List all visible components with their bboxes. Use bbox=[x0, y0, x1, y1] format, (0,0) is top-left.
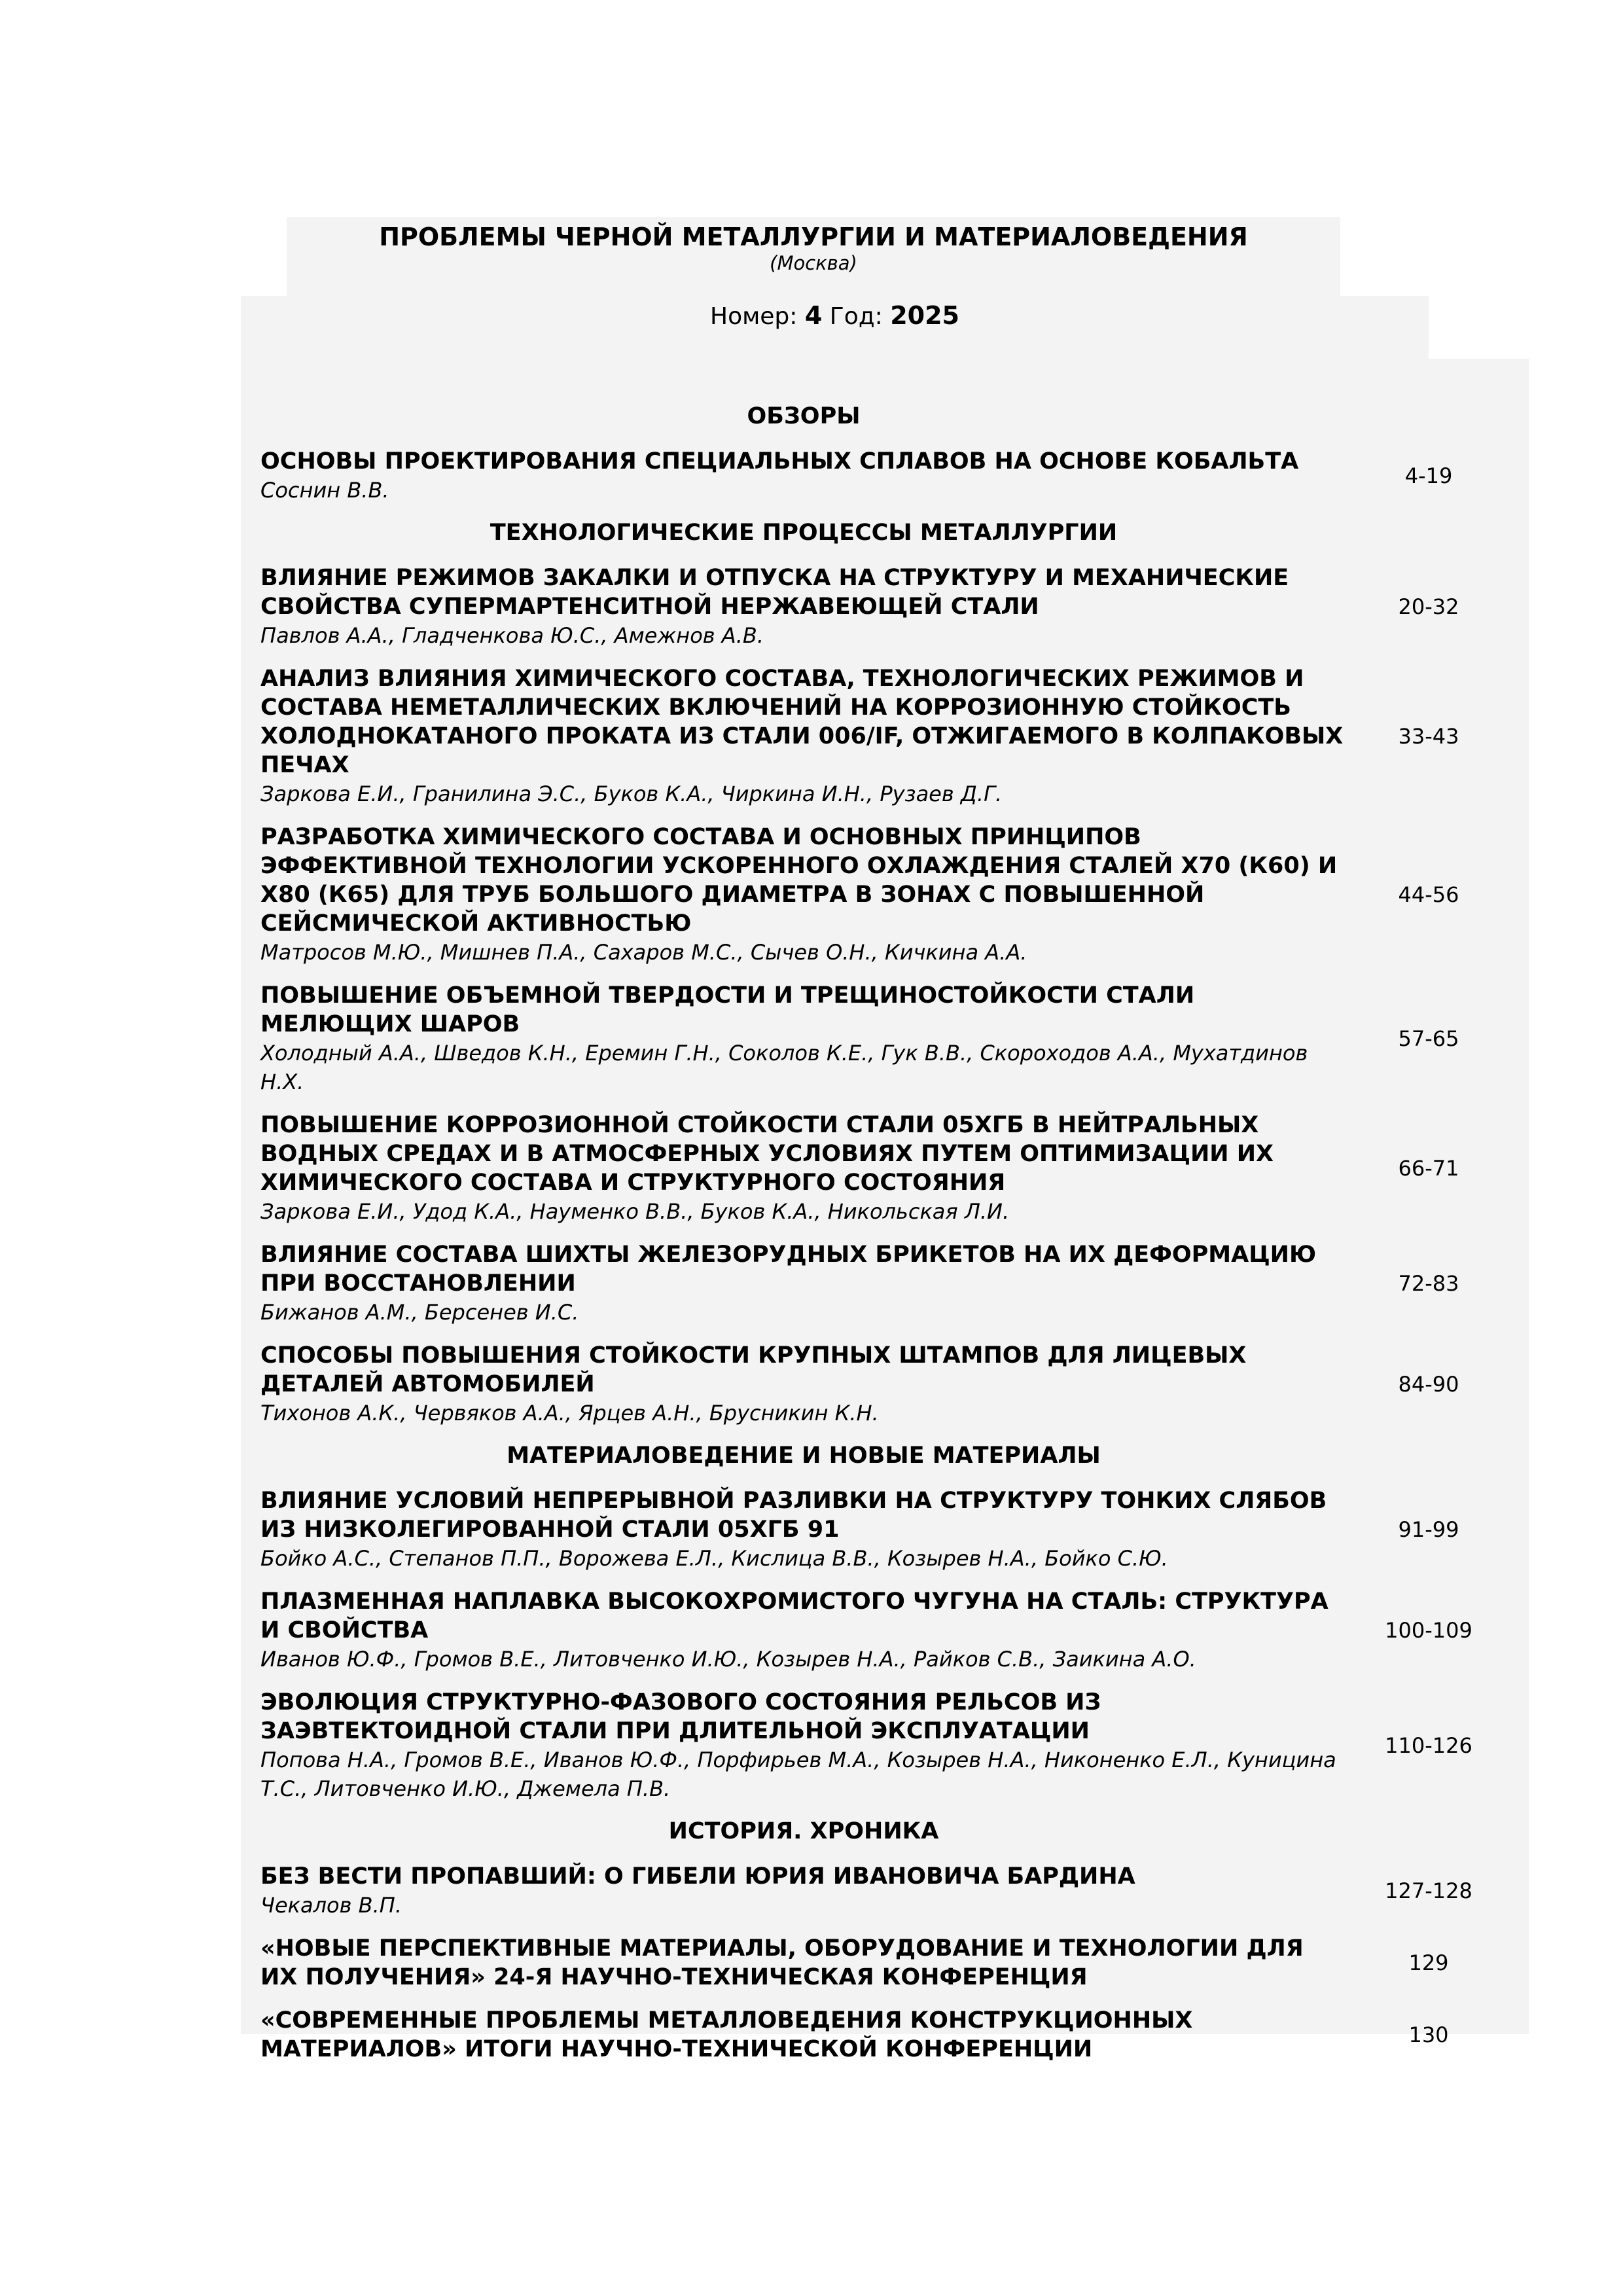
article-pages: 129 bbox=[1408, 1950, 1449, 1975]
section-title: ТЕХНОЛОГИЧЕСКИЕ ПРОЦЕССЫ МЕТАЛЛУРГИИ bbox=[490, 520, 1118, 546]
article-authors: Холодный А.А., Шведов К.Н., Еремин Г.Н., Соколов К.Е., Гук В.В., Скороходов А.А., Мухатдинов Н.Х. bbox=[260, 1041, 1308, 1094]
article-pages: 66-71 bbox=[1398, 1156, 1459, 1181]
article-authors: Матросов М.Ю., Мишнев П.А., Сахаров М.С., Сычев О.Н., Кичкина А.А. bbox=[260, 940, 1027, 965]
article-authors: Бойко А.С., Степанов П.П., Ворожева Е.Л., Кислица В.В., Козырев Н.А., Бойко С.Ю. bbox=[260, 1546, 1168, 1571]
article-entry bbox=[260, 1587, 1510, 1674]
article-pages: 127-128 bbox=[1385, 1878, 1472, 1903]
article-entry bbox=[260, 1111, 1510, 1226]
article-info bbox=[260, 1111, 1347, 1226]
issue-number: 4 bbox=[804, 301, 823, 330]
article-title[interactable]: ПОВЫШЕНИЕ КОРРОЗИОННОЙ СТОЙКОСТИ СТАЛИ 05ХГБ В НЕЙТРАЛЬНЫХ ВОДНЫХ СРЕДАХ И В АТМОСФЕРНЫХ УСЛОВИЯХ ПУТЕМ ОПТИМИЗАЦИИ ИХ ХИМИЧЕСКОГО СОСТАВА И СТРУКТУРНОГО СОСТОЯНИЯ bbox=[260, 1112, 1274, 1196]
article-authors: Заркова Е.И., Удод К.А., Науменко В.В., Буков К.А., Никольская Л.И. bbox=[260, 1199, 1010, 1224]
article-info bbox=[260, 981, 1347, 1096]
article-info bbox=[260, 447, 1347, 505]
issue-line bbox=[241, 301, 1429, 331]
article-title[interactable]: «НОВЫЕ ПЕРСПЕКТИВНЫЕ МАТЕРИАЛЫ, ОБОРУДОВАНИЕ И ТЕХНОЛОГИИ ДЛЯ ИХ ПОЛУЧЕНИЯ» 24-Я НАУЧНО-ТЕХНИЧЕСКАЯ КОНФЕРЕНЦИЯ bbox=[260, 1935, 1304, 1990]
article-entry bbox=[260, 1688, 1510, 1803]
article-title[interactable]: ВЛИЯНИЕ СОСТАВА ШИХТЫ ЖЕЛЕЗОРУДНЫХ БРИКЕТОВ НА ИХ ДЕФОРМАЦИЮ ПРИ ВОССТАНОВЛЕНИИ bbox=[260, 1242, 1317, 1297]
article-authors: Тихонов А.К., Червяков А.А., Ярцев А.Н., Брусникин К.Н. bbox=[260, 1401, 879, 1426]
article-info bbox=[260, 1341, 1347, 1427]
article-title[interactable]: АНАЛИЗ ВЛИЯНИЯ ХИМИЧЕСКОГО СОСТАВА, ТЕХНОЛОГИЧЕСКИХ РЕЖИМОВ И СОСТАВА НЕМЕТАЛЛИЧЕСКИХ ВКЛЮЧЕНИЙ НА КОРРОЗИОННУЮ СТОЙКОСТЬ ХОЛОДНОКАТАНОГО ПРОКАТА ИЗ СТАЛИ 006/IF, ОТЖИГАЕМОГО В КОЛПАКОВЫХ ПЕЧАХ bbox=[260, 666, 1344, 778]
article-title[interactable]: ПЛАЗМЕННАЯ НАПЛАВКА ВЫСОКОХРОМИСТОГО ЧУГУНА НА СТАЛЬ: СТРУКТУРА И СВОЙСТВА bbox=[260, 1588, 1329, 1643]
issue-year: 2025 bbox=[890, 301, 959, 330]
article-pages: 130 bbox=[1408, 2022, 1449, 2047]
article-title[interactable]: СПОСОБЫ ПОВЫШЕНИЯ СТОЙКОСТИ КРУПНЫХ ШТАМПОВ ДЛЯ ЛИЦЕВЫХ ДЕТАЛЕЙ АВТОМОБИЛЕЙ bbox=[260, 1342, 1247, 1397]
article-pages: 91-99 bbox=[1398, 1517, 1459, 1542]
article-entry bbox=[260, 1240, 1510, 1327]
article-info bbox=[260, 1587, 1347, 1674]
article-authors: Попова Н.А., Громов В.Е., Иванов Ю.Ф., Порфирьев М.А., Козырев Н.А., Никоненко Е.Л., Куницина Т.С., Литовченко И.Ю., Джемела П.В. bbox=[260, 1748, 1336, 1801]
article-pages: 100-109 bbox=[1385, 1618, 1472, 1643]
article-entry bbox=[260, 981, 1510, 1096]
article-info bbox=[260, 1240, 1347, 1327]
article-title[interactable]: ОСНОВЫ ПРОЕКТИРОВАНИЯ СПЕЦИАЛЬНЫХ СПЛАВОВ НА ОСНОВЕ КОБАЛЬТА bbox=[260, 448, 1299, 475]
article-info bbox=[260, 1486, 1347, 1573]
article-title[interactable]: «СОВРЕМЕННЫЕ ПРОБЛЕМЫ МЕТАЛЛОВЕДЕНИЯ КОНСТРУКЦИОННЫХ МАТЕРИАЛОВ» ИТОГИ НАУЧНО-ТЕХНИЧЕСКОЙ КОНФЕРЕНЦИИ bbox=[260, 2007, 1193, 2062]
article-info bbox=[260, 2006, 1347, 2064]
issue-label: Номер: bbox=[710, 303, 798, 330]
article-title[interactable]: ЭВОЛЮЦИЯ СТРУКТУРНО-ФАЗОВОГО СОСТОЯНИЯ РЕЛЬСОВ ИЗ ЗАЭВТЕКТОИДНОЙ СТАЛИ ПРИ ДЛИТЕЛЬНОЙ ЭКСПЛУАТАЦИИ bbox=[260, 1689, 1101, 1744]
article-title[interactable]: БЕЗ ВЕСТИ ПРОПАВШИЙ: О ГИБЕЛИ ЮРИЯ ИВАНОВИЧА БАРДИНА bbox=[260, 1863, 1135, 1890]
article-title[interactable]: РАЗРАБОТКА ХИМИЧЕСКОГО СОСТАВА И ОСНОВНЫХ ПРИНЦИПОВ ЭФФЕКТИВНОЙ ТЕХНОЛОГИИ УСКОРЕННОГО ОХЛАЖДЕНИЯ СТАЛЕЙ Х70 (К60) И Х80 (К65) ДЛЯ ТРУБ БОЛЬШОГО ДИАМЕТРА В ЗОНАХ С ПОВЫШЕННОЙ СЕЙСМИЧЕСКОЙ АКТИВНОСТЬЮ bbox=[260, 824, 1338, 937]
article-info bbox=[260, 1934, 1347, 1992]
article-entry bbox=[260, 1862, 1510, 1920]
article-entry bbox=[260, 823, 1510, 967]
article-info bbox=[260, 564, 1347, 650]
article-title[interactable]: ПОВЫШЕНИЕ ОБЪЕМНОЙ ТВЕРДОСТИ И ТРЕЩИНОСТОЙКОСТИ СТАЛИ МЕЛЮЩИХ ШАРОВ bbox=[260, 982, 1195, 1037]
article-pages: 110-126 bbox=[1385, 1733, 1472, 1758]
article-pages: 72-83 bbox=[1398, 1271, 1459, 1296]
article-entry bbox=[260, 664, 1510, 808]
article-entry bbox=[260, 2006, 1510, 2064]
article-pages: 84-90 bbox=[1398, 1372, 1459, 1397]
article-info bbox=[260, 1688, 1347, 1803]
article-entry bbox=[260, 1934, 1510, 1992]
article-info bbox=[260, 1862, 1347, 1920]
article-authors: Соснин В.В. bbox=[260, 478, 389, 503]
section-title: ИСТОРИЯ. ХРОНИКА bbox=[668, 1818, 939, 1844]
article-entry bbox=[260, 447, 1510, 505]
journal-title: ПРОБЛЕМЫ ЧЕРНОЙ МЕТАЛЛУРГИИ И МАТЕРИАЛОВЕДЕНИЯ bbox=[379, 223, 1248, 251]
article-entry bbox=[260, 1341, 1510, 1427]
article-pages: 4-19 bbox=[1404, 463, 1453, 488]
article-authors: Бижанов А.М., Берсенев И.С. bbox=[260, 1300, 579, 1325]
article-info bbox=[260, 664, 1347, 808]
article-entry bbox=[260, 564, 1510, 650]
article-pages: 20-32 bbox=[1398, 594, 1459, 619]
article-authors: Чекалов В.П. bbox=[260, 1893, 402, 1918]
section-title: ОБЗОРЫ bbox=[747, 403, 861, 429]
year-label: Год: bbox=[829, 303, 883, 330]
journal-city: (Москва) bbox=[770, 252, 857, 274]
article-title[interactable]: ВЛИЯНИЕ УСЛОВИЙ НЕПРЕРЫВНОЙ РАЗЛИВКИ НА СТРУКТУРУ ТОНКИХ СЛЯБОВ ИЗ НИЗКОЛЕГИРОВАННОЙ СТАЛИ 05ХГБ 91 bbox=[260, 1488, 1327, 1543]
article-pages: 33-43 bbox=[1398, 724, 1459, 749]
table-of-contents bbox=[260, 403, 1510, 2078]
article-authors: Заркова Е.И., Гранилина Э.С., Буков К.А., Чиркина И.Н., Рузаев Д.Г. bbox=[260, 781, 1003, 806]
article-info bbox=[260, 823, 1347, 967]
article-authors: Иванов Ю.Ф., Громов В.Е., Литовченко И.Ю., Козырев Н.А., Райков С.В., Заикина А.О. bbox=[260, 1647, 1196, 1672]
article-title[interactable]: ВЛИЯНИЕ РЕЖИМОВ ЗАКАЛКИ И ОТПУСКА НА СТРУКТУРУ И МЕХАНИЧЕСКИЕ СВОЙСТВА СУПЕРМАРТЕНСИТНОЙ НЕРЖАВЕЮЩЕЙ СТАЛИ bbox=[260, 565, 1289, 620]
article-pages: 57-65 bbox=[1398, 1026, 1459, 1051]
section-title: МАТЕРИАЛОВЕДЕНИЕ И НОВЫЕ МАТЕРИАЛЫ bbox=[507, 1443, 1101, 1469]
article-entry bbox=[260, 1486, 1510, 1573]
article-authors: Павлов А.А., Гладченкова Ю.С., Амежнов А.В. bbox=[260, 623, 764, 648]
article-pages: 44-56 bbox=[1398, 882, 1459, 907]
